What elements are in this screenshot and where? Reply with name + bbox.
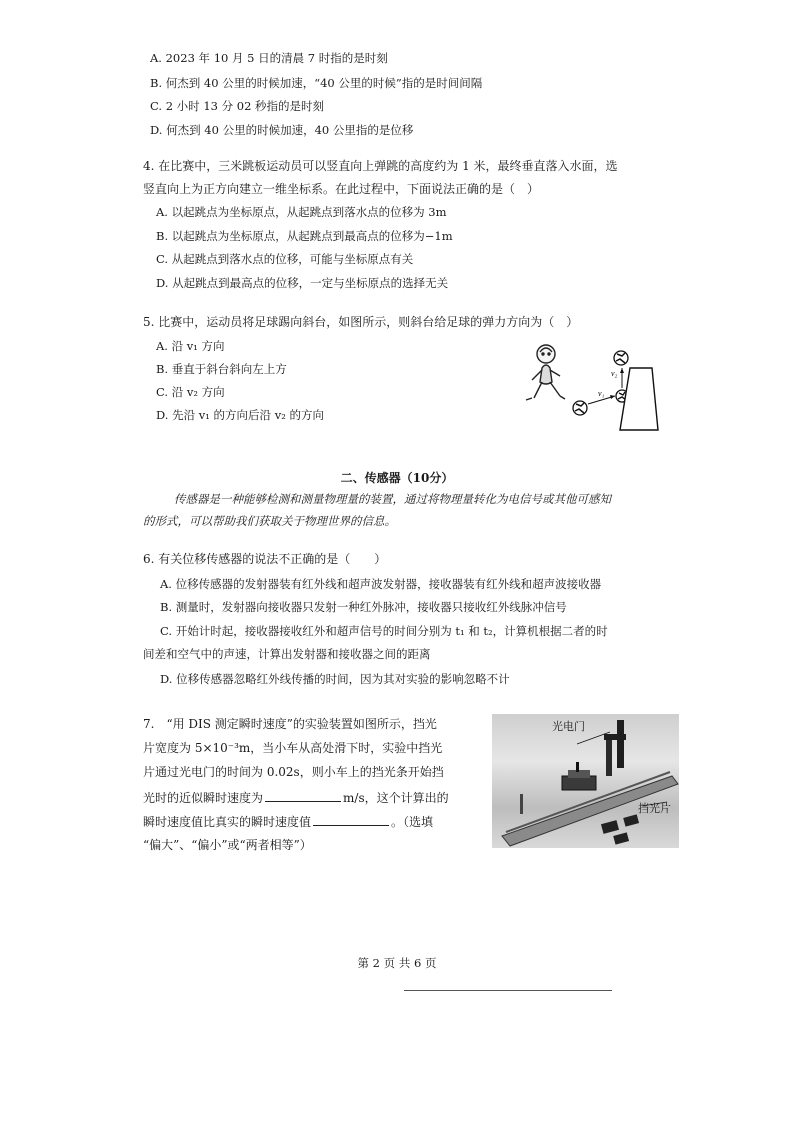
q4-option-b: B. 以起跳点为坐标原点，从起跳点到最高点的位移为−1m: [156, 229, 453, 243]
q3-option-d: D. 何杰到 40 公里的时候加速，40 公里指的是位移: [150, 123, 414, 137]
v1-label: v₁: [598, 389, 605, 398]
q7-line4: [143, 789, 449, 806]
slanted-platform: [620, 368, 658, 430]
shade-plate-label: 挡光片: [638, 802, 671, 815]
q7-line5: [143, 813, 433, 830]
q5-figure: [518, 338, 668, 438]
q6-stem: 6. 有关位移传感器的说法不正确的是（ ）: [143, 552, 387, 566]
q6-option-a: A. 位移传感器的发射器装有红外线和超声波发射器，接收器装有红外线和超声波接收器: [160, 577, 602, 591]
section-2-intro-line2: 的形式，可以帮助我们获取关于物理世界的信息。: [143, 514, 396, 528]
q3-option-c: C. 2 小时 13 分 02 秒指的是时刻: [150, 99, 325, 113]
q7-line6: “偏大”、“偏小”或“两者相等”）: [143, 838, 312, 852]
q5-option-c: C. 沿 v₂ 方向: [156, 385, 225, 399]
q4-option-c: C. 从起跳点到落水点的位移，可能与坐标原点有关: [156, 252, 414, 266]
q4-option-a: A. 以起跳点为坐标原点，从起跳点到落水点的位移为 3m: [156, 205, 447, 219]
section-2-title: 二、传感器（10分）: [340, 471, 454, 485]
q5-stem: 5. 比赛中，运动员将足球踢向斜台，如图所示，则斜台给足球的弹力方向为（ ）: [143, 315, 579, 329]
q6-option-b: B. 测量时，发射器向接收器只发射一种红外脉冲，接收器只接收红外线脉冲信号: [160, 600, 567, 614]
q3-option-b: B. 何杰到 40 公里的时候加速，“40 公里的时候”指的是时间间隔: [150, 76, 483, 90]
q7-velocity-blank[interactable]: [265, 789, 341, 802]
light-gate-post-icon: [617, 720, 624, 768]
football-kicked: [573, 401, 587, 415]
section-2-intro-line1: 传感器是一种能够检测和测量物理量的装置，通过将物理量转化为电信号或其他可感知: [174, 492, 611, 506]
q3-option-a: A. 2023 年 10 月 5 日的清晨 7 时指的是时刻: [150, 51, 388, 65]
light-gate-label: 光电门: [552, 720, 585, 733]
q5-option-b: B. 垂直于斜台斜向左上方: [156, 362, 287, 376]
page-number: 第 2 页 共 6 页: [357, 956, 437, 970]
q6-option-c-line2: 间差和空气中的声速，计算出发射器和接收器之间的距离: [143, 647, 431, 661]
q7-line3: 片通过光电门的时间为 0.02s，则小车上的挡光条开始挡: [143, 765, 444, 779]
q6-option-c-line1: C. 开始计时起，接收器接收红外和超声信号的时间分别为 t₁ 和 t₂，计算机根据二者的时: [160, 624, 608, 638]
q6-option-d: D. 位移传感器忽略红外线传播的时间，因为其对实验的影响忽略不计: [160, 672, 510, 686]
q4-stem-line2: 竖直向上为正方向建立一维坐标系。在此过程中，下面说法正确的是（ ）: [143, 182, 540, 196]
q7-line5-suffix: 。（选填: [391, 815, 434, 829]
q7-comparison-blank[interactable]: [313, 813, 389, 826]
q7-line2: 片宽度为 5×10⁻³m，当小车从高处滑下时，实验中挡光: [143, 741, 443, 755]
footer-rule: [404, 990, 612, 991]
footballer-figure: [526, 345, 565, 400]
q4-option-d: D. 从起跳点到最高点的位移，一定与坐标原点的选择无关: [156, 276, 449, 290]
q7-line1: 7. “用 DIS 测定瞬时速度”的实验装置如图所示，挡光: [143, 717, 437, 731]
q5-option-a: A. 沿 v₁ 方向: [156, 339, 225, 353]
cart-icon: [562, 776, 596, 790]
q7-line4-suffix: m/s，这个计算出的: [343, 791, 449, 805]
v2-label: v₂: [611, 369, 618, 378]
football-rebounded: [614, 351, 628, 365]
q5-option-d: D. 先沿 v₁ 的方向后沿 v₂ 的方向: [156, 408, 324, 422]
q7-line5-prefix: 瞬时速度值比真实的瞬时速度值: [143, 815, 312, 829]
q7-line4-prefix: 光时的近似瞬时速度为: [143, 791, 264, 805]
q7-apparatus-photo: [492, 714, 679, 848]
q4-stem-line1: 4. 在比赛中，三米跳板运动员可以竖直向上弹跳的高度约为 1 米，最终垂直落入水面，选: [143, 159, 618, 173]
